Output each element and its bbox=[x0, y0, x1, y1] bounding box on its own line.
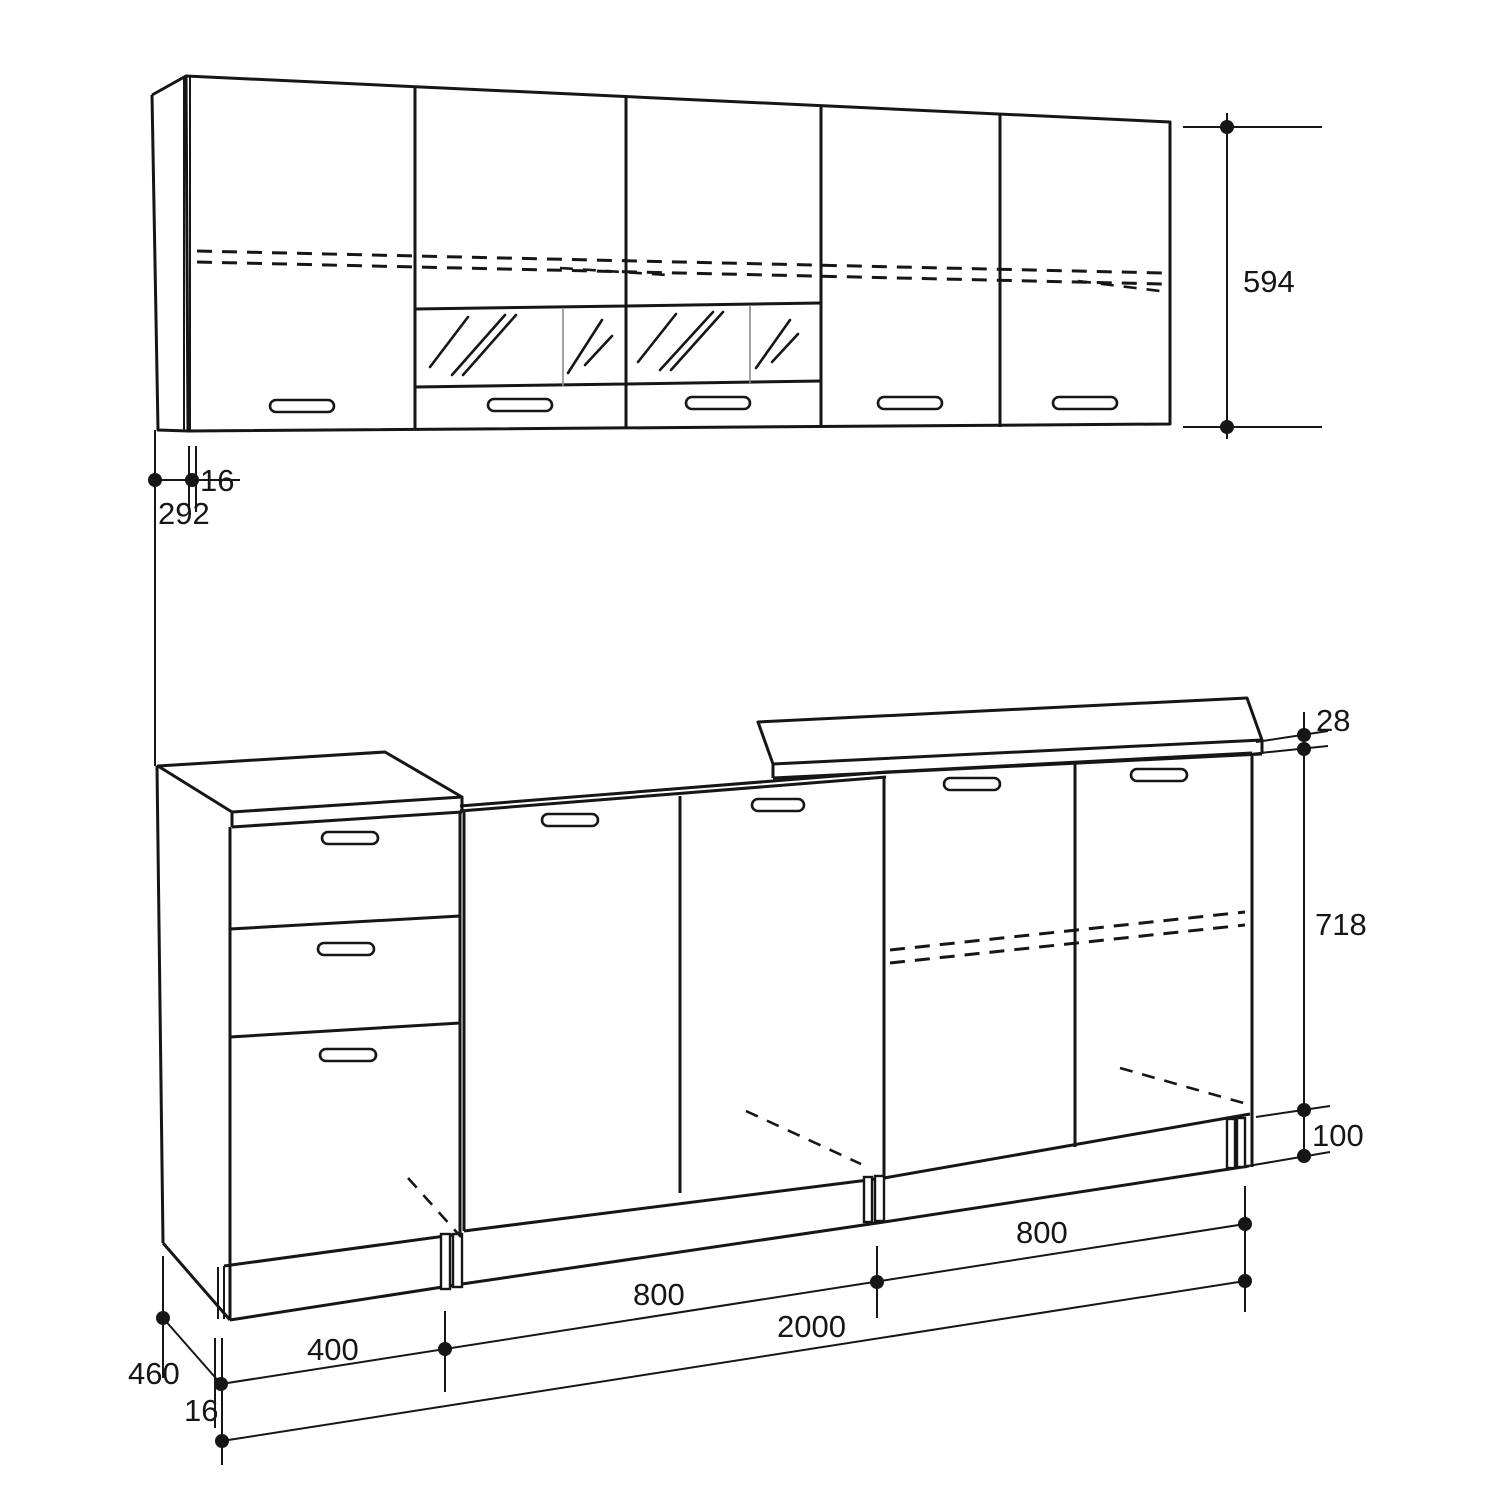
left-worktop-top bbox=[158, 752, 462, 812]
middle-right-door-swing-dashed bbox=[746, 1111, 861, 1164]
dim-drawer-unit-width-label: 400 bbox=[307, 1332, 359, 1367]
dim-panel-thickness-label: 16 bbox=[200, 463, 235, 498]
dim-middle-width-label: 800 bbox=[633, 1277, 685, 1312]
dim-carcass-height-label: 718 bbox=[1315, 907, 1367, 942]
right-end-foot-a bbox=[1227, 1119, 1235, 1168]
right-plinth bbox=[884, 1166, 1249, 1222]
drawer-unit-side-panel bbox=[157, 766, 230, 1320]
right-left-foot-a bbox=[864, 1177, 872, 1222]
dim-panel-thickness-top bbox=[148, 446, 240, 531]
dim-bottom-widths bbox=[163, 1186, 1252, 1465]
dim-right-width-label: 800 bbox=[1016, 1215, 1068, 1250]
drawer-divider-lines bbox=[224, 916, 460, 1266]
dim-wall-height bbox=[1183, 113, 1322, 439]
base-middle-section bbox=[408, 777, 884, 1289]
middle-left-door-swing-dashed bbox=[408, 1178, 461, 1237]
wall-side-panel bbox=[152, 76, 188, 431]
dim-wall-offset-label: 292 bbox=[158, 496, 210, 531]
middle-doors bbox=[464, 777, 884, 1231]
drawer-handles bbox=[318, 832, 378, 1061]
right-doors bbox=[884, 753, 1252, 1178]
dim-worktop-thickness-label: 28 bbox=[1316, 703, 1351, 738]
wall-cabinet-run bbox=[152, 76, 1170, 431]
dim-total-width-label: 2000 bbox=[777, 1309, 846, 1344]
right-left-foot-b bbox=[875, 1176, 884, 1221]
dim-depth-label: 460 bbox=[128, 1356, 180, 1391]
dim-bottom-panel-thickness-label: 16 bbox=[184, 1393, 219, 1428]
dim-right-stack bbox=[1248, 703, 1367, 1166]
right-end-foot-b bbox=[1237, 1118, 1245, 1167]
right-door-swing-dashed bbox=[1120, 1068, 1247, 1104]
base-middle-top-rail bbox=[460, 772, 886, 811]
middle-door-handles bbox=[542, 799, 804, 826]
right-door-handles bbox=[944, 769, 1187, 790]
dim-depth bbox=[128, 1311, 221, 1428]
dim-plinth-height-label: 100 bbox=[1312, 1118, 1364, 1153]
middle-left-foot-a bbox=[441, 1234, 450, 1289]
dim-wall-height-label: 594 bbox=[1243, 264, 1295, 299]
middle-left-foot-b bbox=[453, 1234, 462, 1287]
base-drawer-unit bbox=[157, 752, 462, 1320]
middle-plinth bbox=[462, 1222, 884, 1284]
right-worktop-top bbox=[758, 698, 1262, 764]
drawer-unit-plinth bbox=[230, 1284, 462, 1320]
drawer-unit-sides bbox=[230, 812, 460, 1320]
right-shelf-dashed bbox=[890, 912, 1245, 963]
